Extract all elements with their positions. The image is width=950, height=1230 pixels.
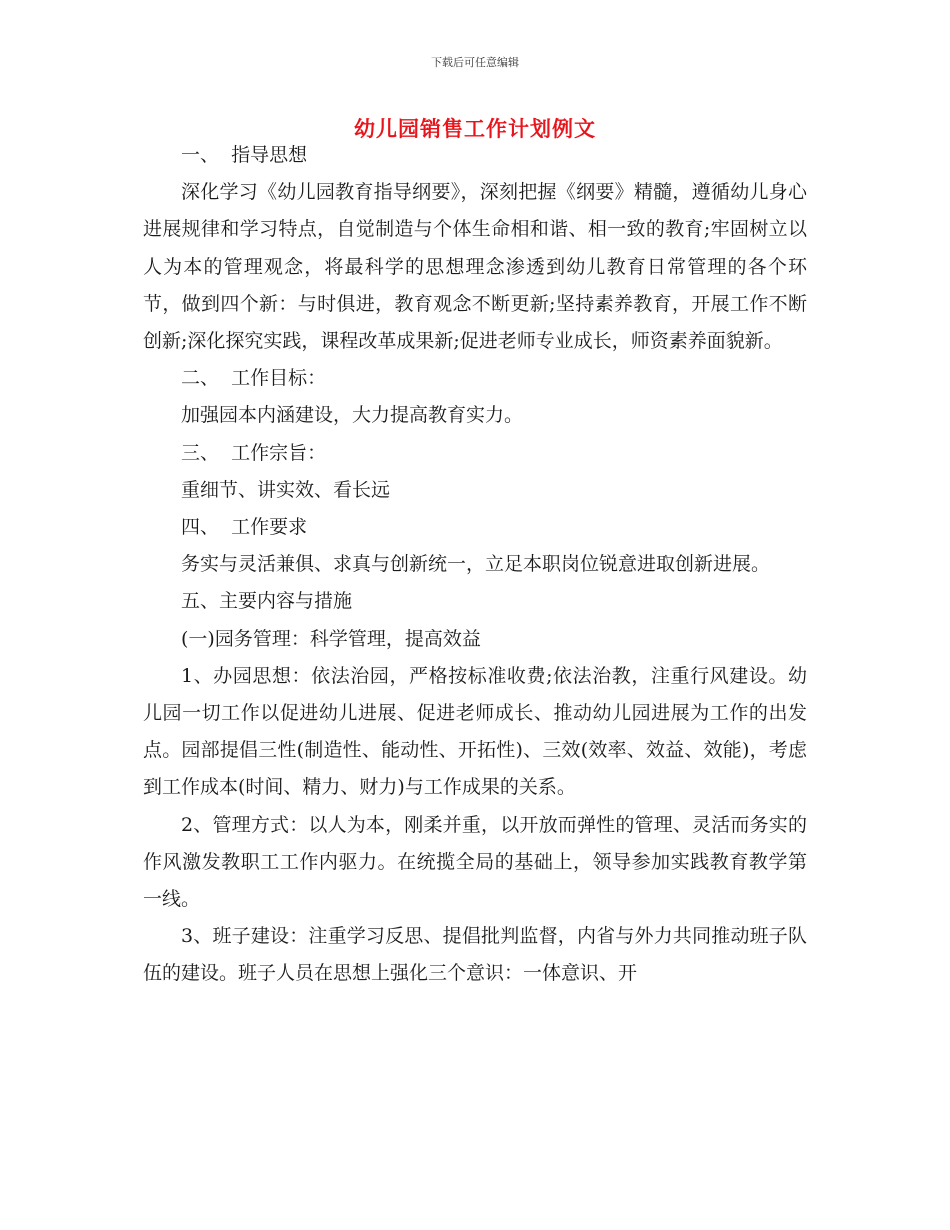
section-heading-work-goal: 二、 工作目标： [181,367,327,390]
paragraph-item-1: 1、办园思想：依法治园，严格按标准收费;依法治教，注重行风建设。幼儿园一切工作以促进幼儿进展、促进老师成长、推动幼儿园进展为工作的出发点。园部提倡三性(制造性、能动性、开拓性)、三效(效率、效益、效能)，考虑到工作成本(时间、精力、财力)与工作成果的关系。 [143,664,807,799]
header-note: 下载后可任意编辑 [431,56,519,69]
paragraph-guiding-thought: 深化学习《幼儿园教育指导纲要》，深刻把握《纲要》精髓，遵循幼儿身心进展规律和学习特点，自觉制造与个体生命相和谐、相一致的教育;牢固树立以人为本的管理观念，将最科学的思想理念渗透到幼儿教育日常管理的各个环节，做到四个新：与时俱进，教育观念不断更新;坚持素养教育，开展工作不断创新;深化探究实践，课程改革成果新;促进老师专业成长，师资素养面貌新。 [143,181,807,353]
section-heading-work-requirements: 四、 工作要求 [181,516,308,539]
subsection-heading-management: (一)园务管理：科学管理，提高效益 [181,627,481,650]
document-title: 幼儿园销售工作计划例文 [354,117,596,141]
paragraph-work-requirements: 务实与灵活兼俱、求真与创新统一，立足本职岗位锐意进取创新进展。 [181,553,771,576]
document-body [143,137,807,993]
paragraph-item-2: 2、管理方式：以人为本，刚柔并重，以开放而弹性的管理、灵活而务实的作风激发教职工工作内驱力。在统揽全局的基础上，领导参加实践教育教学第一线。 [143,813,807,911]
paragraph-item-3: 3、班子建设：注重学习反思、提倡批判监督，内省与外力共同推动班子队伍的建设。班子人员在思想上强化三个意识：一体意识、开 [143,925,807,985]
section-heading-guiding-thought: 一、 指导思想 [181,144,308,166]
section-heading-work-tenet: 三、 工作宗旨： [181,441,327,464]
section-heading-main-content: 五、主要内容与措施 [181,590,353,613]
paragraph-work-goal: 加强园本内涵建设，大力提高教育实力。 [181,404,524,427]
paragraph-work-tenet: 重细节、讲实效、看长远 [181,478,391,501]
